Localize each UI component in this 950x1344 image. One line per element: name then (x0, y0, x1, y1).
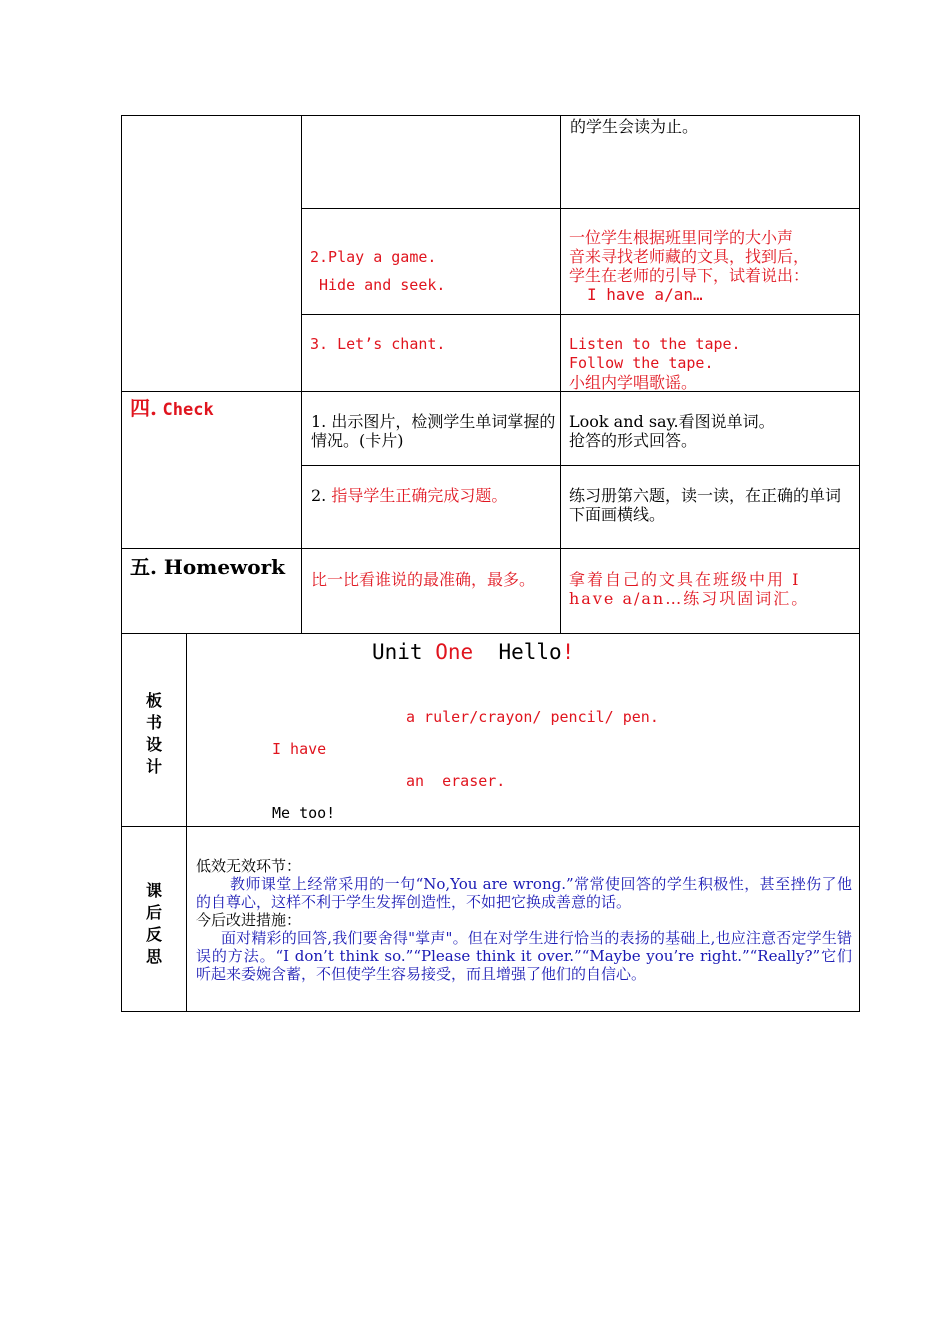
col-divider-2 (560, 115, 561, 634)
game-desc-line: 学生在老师的引导下，试着说出： (569, 266, 810, 285)
check-row1-description (569, 412, 775, 450)
col-divider-1 (301, 115, 302, 634)
table-border-left (121, 115, 122, 1012)
check-row2-text: 指导学生正确完成习题。 (331, 486, 508, 505)
row-divider-5 (121, 548, 860, 549)
board-label-char: 计 (145, 757, 162, 776)
check-row1-desc-line: Look and say.看图说单词。 (569, 412, 775, 431)
check-heading-num: 四. (130, 396, 157, 420)
chant-desc-line: 小组内学唱歌谣。 (569, 373, 698, 392)
chant-description (569, 335, 741, 392)
check-heading-word: Check (162, 400, 214, 420)
low-efficiency-title: 低效无效环节： (196, 857, 302, 875)
board-title-one: One (435, 640, 474, 664)
row-divider-3 (121, 391, 860, 392)
chant-desc-line: Listen to the tape. (569, 335, 741, 353)
table-border-bottom (121, 1011, 860, 1012)
improvement-text: 面对精彩的回答,我们要舍得"掌声"。但在对学生进行恰当的表扬的基础上,也应注意否定学生错误的方法。“I don’t think so.”“Please think it over.”“Maybe you’re right.”“Really?”它们听起来委婉含蓄，不但使学生容易接受，而且增强了他们的自信心。 (196, 929, 852, 983)
low-efficiency-text: 教师课堂上经常采用的一句“No,You are wrong.”常常使回答的学生积极性，甚至挫伤了他的自尊心，这样不利于学生发挥创造性，不如把它换成善意的话。 (196, 875, 852, 911)
reflection-label-char: 反 (145, 925, 162, 944)
board-me-too: Me too! (272, 804, 336, 822)
board-title (372, 640, 574, 664)
chant-step: 3. Let’s chant. (310, 335, 446, 353)
table-border-top (121, 115, 860, 116)
board-label-char: 书 (145, 713, 162, 732)
label-col-divider (186, 633, 187, 1012)
row-divider-7 (121, 826, 860, 827)
board-title-exclaim: ! (561, 640, 575, 664)
reflection-label-char: 课 (145, 881, 162, 900)
board-title-unit: Unit (372, 640, 423, 664)
improvement-title: 今后改进措施： (196, 911, 302, 929)
game-desc-line: 音来寻找老师藏的文具，找到后， (569, 247, 810, 266)
game-description (569, 228, 857, 304)
board-title-hello: Hello (498, 640, 562, 664)
homework-description: 拿着自己的文具在班级中用 I have a/an…练习巩固词汇。 (569, 570, 810, 608)
row-divider-1 (301, 208, 860, 209)
reflection-label-char: 思 (145, 947, 162, 966)
board-line-a: a ruler/crayon/ pencil/ pen. (406, 708, 659, 726)
check-heading (130, 392, 214, 421)
row-divider-2 (301, 314, 860, 315)
check-row1-desc-line: 抢答的形式回答。 (569, 431, 698, 450)
row-divider-6 (121, 633, 860, 634)
game-desc-line: I have a/an… (587, 285, 703, 304)
table-border-right (859, 115, 860, 1012)
board-i-have: I have (272, 740, 327, 758)
check-row2-num: 2. (311, 486, 327, 505)
check-row1-step: 1. 出示图片，检测学生单词掌握的情况。(卡片) (311, 412, 556, 450)
game-step-title: 2.Play a game. (310, 248, 437, 266)
reflection-content (196, 857, 852, 983)
game-step-sub: Hide and seek. (319, 276, 446, 294)
game-desc-line: 一位学生根据班里同学的大小声 (569, 228, 794, 247)
homework-step: 比一比看谁说的最准确，最多。 (311, 570, 536, 589)
check-row2-description: 练习册第六题，读一读，在正确的单词下面画横线。 (569, 486, 842, 524)
check-row2-step (311, 486, 507, 505)
board-label-char: 板 (145, 691, 162, 710)
row-divider-4 (301, 465, 860, 466)
chant-desc-line: Follow the tape. (569, 354, 714, 372)
homework-heading: 五. Homework (130, 555, 285, 579)
board-label-char: 设 (145, 735, 162, 754)
board-design-label (144, 690, 164, 778)
reflection-label (144, 880, 164, 968)
activity-note: 的学生会读为止。 (570, 117, 699, 136)
board-line-an: an eraser. (406, 772, 506, 790)
reflection-label-char: 后 (145, 903, 162, 922)
